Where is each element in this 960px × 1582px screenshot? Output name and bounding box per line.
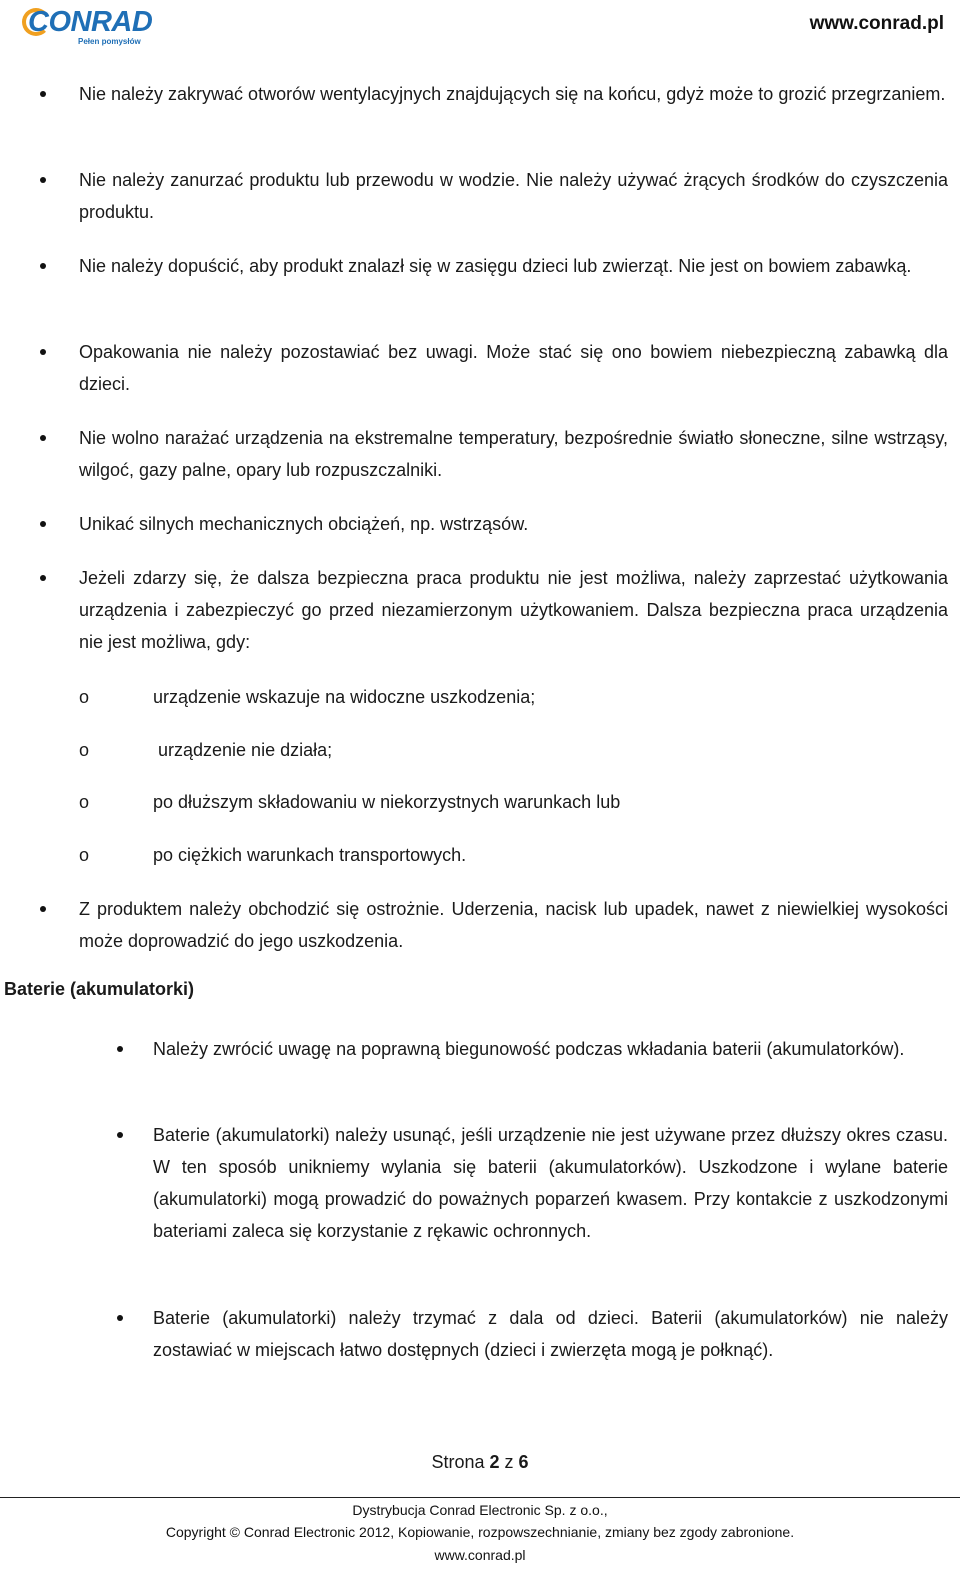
footer-divider bbox=[0, 1497, 960, 1498]
bullet-icon bbox=[40, 521, 46, 527]
bullet-icon bbox=[117, 1315, 123, 1321]
sub-list-item-text: urządzenie nie działa; bbox=[153, 740, 333, 760]
list-item-text: Nie należy zakrywać otworów wentylacyjnych znajdujących się na końcu, gdyż może to grozić przegrzaniem. bbox=[79, 84, 946, 104]
sub-bullet-marker: o bbox=[79, 740, 90, 760]
footer-copyright: Copyright © Conrad Electronic 2012, Kopiowanie, rozpowszechnianie, zmiany bez zgody zabronione. bbox=[165, 1524, 795, 1540]
bullet-icon bbox=[40, 349, 46, 355]
header-site-url: www.conrad.pl bbox=[809, 13, 944, 34]
bullet-icon bbox=[117, 1132, 123, 1138]
conrad-logo bbox=[22, 6, 153, 46]
page-separator: z bbox=[499, 1452, 519, 1472]
page-prefix: Strona bbox=[431, 1452, 490, 1472]
bullet-icon bbox=[40, 575, 46, 581]
bullet-icon bbox=[40, 177, 46, 183]
list-item-text: Jeżeli zdarzy się, że dalsza bezpieczna praca produktu nie jest możliwa, należy zaprzestać użytkowania urządzenia i zabezpieczyć go przed niezamierzonym użytkowaniem. Dalsza bezpieczna praca urządzenia nie jest możliwa, gdy: bbox=[79, 568, 948, 652]
list-item-text: Nie należy zanurzać produktu lub przewodu w wodzie. Nie należy używać żrących środków do czyszczenia produktu. bbox=[79, 170, 948, 222]
page-current: 2 bbox=[489, 1452, 500, 1472]
list-item-text: Nie wolno narażać urządzenia na ekstremalne temperatury, bezpośrednie światło słoneczne, silne wstrząsy, wilgoć, gazy palne, opary lub rozpuszczalniki. bbox=[79, 428, 948, 480]
list-item-text: Opakowania nie należy pozostawiać bez uwagi. Może stać się ono bowiem niebezpieczną zabawką dla dzieci. bbox=[79, 342, 948, 394]
bullet-icon bbox=[40, 435, 46, 441]
footer-url: www.conrad.pl bbox=[434, 1547, 526, 1563]
bullet-icon bbox=[40, 91, 46, 97]
battery-list-item-text: Należy zwrócić uwagę na poprawną biegunowość podczas wkładania baterii (akumulatorków). bbox=[153, 1039, 905, 1059]
sub-list-item-text: po dłuższym składowaniu w niekorzystnych warunkach lub bbox=[153, 792, 621, 812]
list-item-text: Nie należy dopuścić, aby produkt znalazł się w zasięgu dzieci lub zwierząt. Nie jest on bowiem zabawką. bbox=[79, 256, 912, 276]
bullet-icon bbox=[117, 1046, 123, 1052]
battery-list-item-text: Baterie (akumulatorki) należy trzymać z dala od dzieci. Baterii (akumulatorków) nie należy zostawiać w miejscach łatwo dostępnych (dzieci i zwierzęta mogą je połknąć). bbox=[153, 1308, 948, 1360]
sub-bullet-marker: o bbox=[79, 845, 90, 865]
page-number bbox=[0, 1452, 960, 1473]
sub-bullet-marker: o bbox=[79, 792, 90, 812]
list-item-text: Z produktem należy obchodzić się ostrożnie. Uderzenia, nacisk lub upadek, nawet z niewielkiej wysokości może doprowadzić do jego uszkodzenia. bbox=[79, 899, 948, 951]
logo-text: CONRAD bbox=[28, 6, 153, 38]
list-item-text: Unikać silnych mechanicznych obciążeń, np. wstrząsów. bbox=[79, 514, 529, 534]
section-title-batteries: Baterie (akumulatorki) bbox=[4, 979, 195, 999]
sub-list-item-text: po ciężkich warunkach transportowych. bbox=[153, 845, 467, 865]
logo-tagline: Pełen pomysłów bbox=[78, 37, 141, 46]
footer-distribution: Dystrybucja Conrad Electronic Sp. z o.o., bbox=[352, 1502, 608, 1518]
sub-list-item-text: urządzenie wskazuje na widoczne uszkodzenia; bbox=[153, 687, 536, 707]
battery-list-item-text: Baterie (akumulatorki) należy usunąć, jeśli urządzenie nie jest używane przez dłuższy okres czasu. W ten sposób unikniemy wylania się baterii (akumulatorków). Uszkodzone i wylane baterie (akumulatorki) mogą prowadzić do poważnych poparzeń kwasem. Przy kontakcie z uszkodzonymi bateriami zaleca się korzystanie z rękawic ochronnych. bbox=[153, 1125, 948, 1241]
bullet-icon bbox=[40, 263, 46, 269]
bullet-icon bbox=[40, 906, 46, 912]
sub-bullet-marker: o bbox=[79, 687, 90, 707]
page-total: 6 bbox=[518, 1452, 529, 1472]
